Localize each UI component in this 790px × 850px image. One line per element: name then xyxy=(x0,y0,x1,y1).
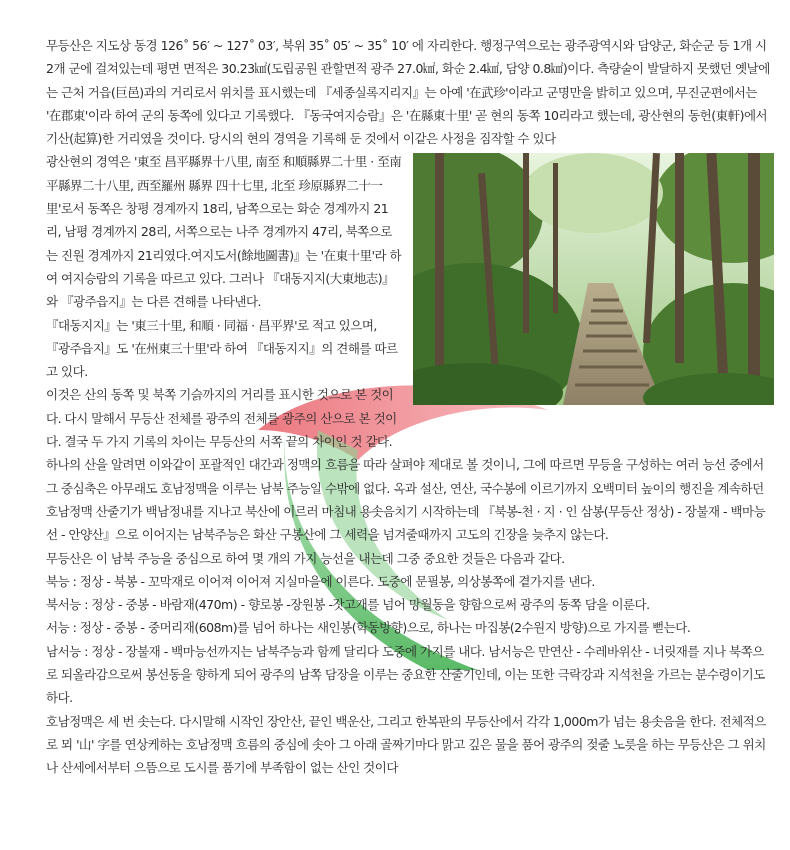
paragraph-location: 무등산은 지도상 동경 126˚ 56′ ~ 127˚ 03′, 북위 35˚ 05′ ~ 35˚ 10′ 에 자리한다. 행정구역으로는 광주광역시와 담양군, 화순군 등 1개 시 2개 군에 걸쳐있는데 평면 면적은 30.23㎢(도립공원 관할면적 광주 27.0㎢, 화순 2.4㎢, 담양 0.8㎢)이다. 측량술이 발달하지 못했던 옛날에는 근처 거읍(巨邑)과의 거리로서 위치를 표시했는데 『세종실록지리지』는 아예 '在武珍'이라고 군명만을 밝히고 있으며, 무진군편에서는 '在郡東'이라 하여 군의 동쪽에 있다고 기록했다. 『동국여지승람』은 '在縣東十里' 곧 현의 동쪽 10리라고 했는데, 광산현의 동헌(東軒)에서 기산(起算)한 거리였을 것이다. 당시의 현의 경역을 기록해 둔 것에서 이같은 사정을 짐작할 수 있다 xyxy=(46,38,770,147)
paragraph-county-bounds: 광산현의 경역은 '東至 昌平縣界十八里, 南至 和順縣界二十里 · 至南平縣界二十八里, 西至羅州 縣界 四十七里, 北至 珍原縣界二十一里'로서 동쪽은 창평 경계까지 18리, 남쪽으로는 화순 경계까지 21리, 남평 경계까지 28리, 서쪽으로는 나주 경계까지 47리, 북쪽으로는 진원 경계까지 21리였다.여지도서(餘地圖書)』는 '在東十里'라 하여 여지승람의 기록을 따르고 있다. 그러나 『대동지지(大東地志)』와 『광주읍지』는 다른 견해를 나타낸다. xyxy=(46,154,402,310)
paragraph-interpretation: 이것은 산의 동쪽 및 북쪽 기슭까지의 거리를 표시한 것으로 본 것이다. 다시 말해서 무등산 전체를 광주의 전체를 광주의 산으로 본 것이다. 결국 두 가지 기록의 차이는 무등산의 서쪽 끝의 차이인 것 같다. xyxy=(46,387,397,450)
forest-trail-photo xyxy=(413,153,774,405)
forest-trail-illustration xyxy=(413,153,774,405)
paragraph-southwest-ridge: 남서능 : 정상 - 장불재 - 백마능선까지는 남북주능과 함께 달리다 도중에 가지를 내다. 남서능은 만연산 - 수레바위산 - 너릿재를 지나 북쪽으로 되올라감으로써 봉선동을 향하게 되어 광주의 남쪽 담장을 이루는 중요한 산줄기인데, 이는 또한 극락강과 지석천을 가르는 분수령이기도 하다. xyxy=(46,643,765,706)
paragraph-branches-intro: 무등산은 이 남북 주능을 중심으로 하여 몇 개의 가지 능선을 내는데 그중 중요한 것들은 다음과 같다. xyxy=(46,550,565,566)
article-body xyxy=(46,34,770,780)
paragraph-north-ridge: 북능 : 정상 - 북봉 - 꼬막재로 이어져 이어져 지실마을에 이른다. 도중에 문필봉, 의상봉쪽에 곁가지를 낸다. xyxy=(46,573,595,589)
paragraph-west-ridge: 서능 : 정상 - 중봉 - 중머리재(608m)를 넘어 하나는 새인봉(학동방향)으로, 하나는 마집봉(2수원지 방향)으로 가지를 뻗는다. xyxy=(46,620,691,636)
paragraph-northwest-ridge: 북서능 : 정상 - 중봉 - 바람재(470m) - 향로봉 -장원봉 -잣고개를 넘어 망월동을 향함으로써 광주의 동쪽 담을 이룬다. xyxy=(46,597,650,613)
paragraph-ridge-overview: 하나의 산을 알려면 이와같이 포괄적인 대간과 정맥의 흐름을 따라 살펴야 제대로 볼 것이니, 그에 따르면 무등을 구성하는 여러 능선 중에서 그 중심축은 아무래도 호남정맥을 이루는 남북 주능일 수밖에 없다. 옥과 설산, 연산, 국수봉에 이르기까지 오백미터 높이의 행진을 계속하던 호남정맥 산줄기가 백남정내를 지나고 북산에 이르러 마침내 용솟음치기 시작하는데 『북봉-천 · 지 · 인 삼봉(무등산 정상) - 장불재 - 백마능선 - 안양산』으로 이어지는 남북주능은 화산 구봉산에 그 세력을 넘겨줄때까지 고도의 긴장을 늦추지 않는다. xyxy=(46,457,766,543)
paragraph-daedong: 『대동지지』는 '東三十里, 和順 · 同福 · 昌平界'로 적고 있으며, 『광주읍지』도 '在州東三十里'라 하여 『대동지지』의 견해를 따르고 있다. xyxy=(46,317,398,380)
paragraph-honam-jeongmaek: 호남정맥은 세 번 솟는다. 다시말해 시작인 장안산, 끝인 백운산, 그리고 한복판의 무등산에서 각각 1,000m가 넘는 용솟음을 한다. 전체적으로 뫼 '山' 字를 연상케하는 호남정맥 흐름의 중심에 솟아 그 아래 골짜기마다 맑고 깊은 물을 품어 광주의 젖줄 노릇을 하는 무등산은 그 위치나 산세에서부터 으뜸으로 도시를 품기에 부족함이 없는 산인 것이다 xyxy=(46,713,766,776)
